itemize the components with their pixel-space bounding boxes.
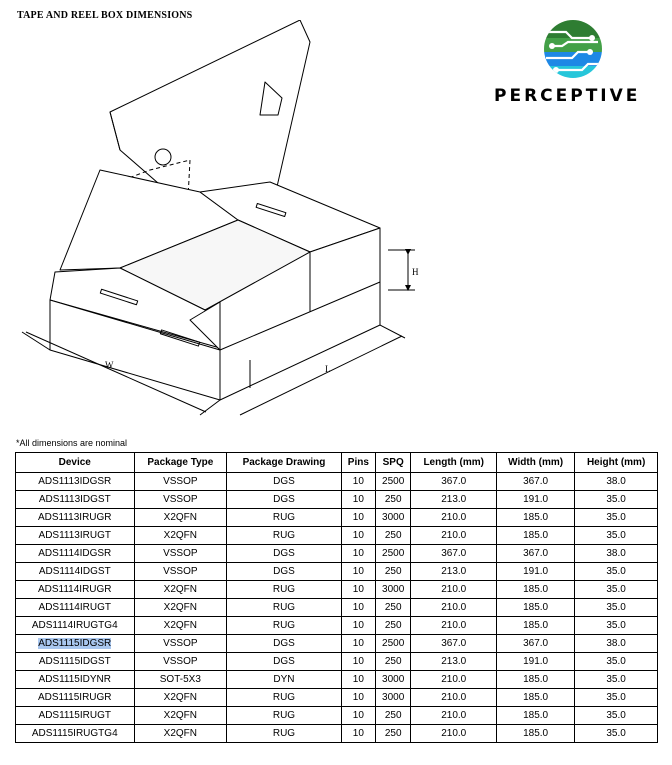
label-w: W <box>105 360 114 370</box>
cell-device: ADS1115IRUGT <box>16 707 135 725</box>
cell-width: 191.0 <box>497 491 575 509</box>
cell-pins: 10 <box>341 653 375 671</box>
cell-package-type: X2QFN <box>134 725 227 743</box>
cell-package-type: VSSOP <box>134 563 227 581</box>
cell-height: 35.0 <box>575 671 658 689</box>
cell-spq: 3000 <box>375 509 411 527</box>
cell-spq: 2500 <box>375 473 411 491</box>
cell-width: 191.0 <box>497 563 575 581</box>
cell-length: 210.0 <box>411 671 497 689</box>
col-height: Height (mm) <box>575 453 658 473</box>
cell-length: 210.0 <box>411 725 497 743</box>
cell-length: 210.0 <box>411 707 497 725</box>
nominal-note: *All dimensions are nominal <box>16 438 128 448</box>
cell-package-type: VSSOP <box>134 473 227 491</box>
cell-height: 35.0 <box>575 527 658 545</box>
cell-width: 367.0 <box>497 473 575 491</box>
cell-spq: 3000 <box>375 689 411 707</box>
cell-width: 185.0 <box>497 707 575 725</box>
col-package-type: Package Type <box>134 453 227 473</box>
cell-package-drawing: RUG <box>227 581 342 599</box>
table-row <box>16 581 658 599</box>
logo-wordmark: PERCEPTIVE <box>494 86 641 106</box>
cell-package-drawing: DYN <box>227 671 342 689</box>
cell-pins: 10 <box>341 617 375 635</box>
dimensions-table <box>15 452 658 743</box>
cell-package-type: X2QFN <box>134 689 227 707</box>
cell-package-type: VSSOP <box>134 491 227 509</box>
box-dimension-drawing <box>10 20 430 425</box>
table-header-row <box>16 453 658 473</box>
cell-package-type: X2QFN <box>134 617 227 635</box>
cell-length: 210.0 <box>411 527 497 545</box>
cell-spq: 250 <box>375 599 411 617</box>
cell-length: 367.0 <box>411 635 497 653</box>
cell-width: 185.0 <box>497 599 575 617</box>
cell-height: 35.0 <box>575 725 658 743</box>
col-package-drawing: Package Drawing <box>227 453 342 473</box>
cell-package-type: X2QFN <box>134 581 227 599</box>
cell-device: ADS1114IRUGR <box>16 581 135 599</box>
cell-pins: 10 <box>341 725 375 743</box>
cell-package-type: SOT-5X3 <box>134 671 227 689</box>
cell-device: ADS1113IDGST <box>16 491 135 509</box>
cell-length: 213.0 <box>411 653 497 671</box>
cell-package-drawing: RUG <box>227 707 342 725</box>
cell-pins: 10 <box>341 563 375 581</box>
table-row <box>16 635 658 653</box>
cell-height: 38.0 <box>575 545 658 563</box>
perceptive-logo <box>490 18 660 113</box>
col-length: Length (mm) <box>411 453 497 473</box>
cell-spq: 2500 <box>375 545 411 563</box>
cell-length: 213.0 <box>411 563 497 581</box>
cell-package-drawing: RUG <box>227 725 342 743</box>
cell-package-type: X2QFN <box>134 707 227 725</box>
cell-pins: 10 <box>341 491 375 509</box>
table-row <box>16 653 658 671</box>
cell-device: ADS1114IDGST <box>16 563 135 581</box>
cell-spq: 250 <box>375 491 411 509</box>
cell-device: ADS1115IRUGR <box>16 689 135 707</box>
cell-package-drawing: RUG <box>227 599 342 617</box>
table-row <box>16 689 658 707</box>
cell-package-drawing: DGS <box>227 491 342 509</box>
cell-device: ADS1114IDGSR <box>16 545 135 563</box>
cell-width: 185.0 <box>497 581 575 599</box>
cell-spq: 250 <box>375 725 411 743</box>
cell-height: 35.0 <box>575 491 658 509</box>
circuit-globe-icon <box>542 18 604 80</box>
cell-height: 35.0 <box>575 689 658 707</box>
cell-package-drawing: DGS <box>227 635 342 653</box>
cell-length: 210.0 <box>411 599 497 617</box>
cell-device: ADS1113IRUGR <box>16 509 135 527</box>
cell-device: ADS1114IRUGT <box>16 599 135 617</box>
cell-length: 213.0 <box>411 491 497 509</box>
highlighted-device: ADS1115IDGSR <box>38 638 112 649</box>
cell-length: 210.0 <box>411 689 497 707</box>
cell-package-type: X2QFN <box>134 527 227 545</box>
cell-width: 191.0 <box>497 653 575 671</box>
table-row <box>16 545 658 563</box>
cell-package-drawing: RUG <box>227 527 342 545</box>
cell-width: 185.0 <box>497 617 575 635</box>
cell-spq: 250 <box>375 653 411 671</box>
cell-package-drawing: RUG <box>227 689 342 707</box>
cell-pins: 10 <box>341 545 375 563</box>
cell-length: 210.0 <box>411 617 497 635</box>
cell-height: 35.0 <box>575 581 658 599</box>
table-row <box>16 527 658 545</box>
cell-package-drawing: RUG <box>227 509 342 527</box>
cell-length: 210.0 <box>411 509 497 527</box>
table-row <box>16 725 658 743</box>
page-title: TAPE AND REEL BOX DIMENSIONS <box>17 10 193 21</box>
table-row <box>16 617 658 635</box>
cell-height: 35.0 <box>575 563 658 581</box>
cell-package-type: VSSOP <box>134 545 227 563</box>
cell-pins: 10 <box>341 671 375 689</box>
cell-device: ADS1115IDYNR <box>16 671 135 689</box>
table-body <box>16 473 658 743</box>
cell-spq: 3000 <box>375 581 411 599</box>
cell-length: 210.0 <box>411 581 497 599</box>
cell-height: 35.0 <box>575 617 658 635</box>
table-row <box>16 671 658 689</box>
cell-package-drawing: DGS <box>227 473 342 491</box>
cell-height: 35.0 <box>575 509 658 527</box>
box-right-face <box>220 282 380 400</box>
cell-package-type: X2QFN <box>134 599 227 617</box>
cell-package-drawing: DGS <box>227 653 342 671</box>
label-l: L <box>325 364 331 374</box>
cell-height: 38.0 <box>575 473 658 491</box>
cell-spq: 250 <box>375 617 411 635</box>
cell-pins: 10 <box>341 707 375 725</box>
cell-pins: 10 <box>341 509 375 527</box>
cell-height: 35.0 <box>575 653 658 671</box>
cell-length: 367.0 <box>411 545 497 563</box>
cell-spq: 250 <box>375 563 411 581</box>
cell-width: 185.0 <box>497 671 575 689</box>
cell-length: 367.0 <box>411 473 497 491</box>
cell-device: ADS1113IDGSR <box>16 473 135 491</box>
cell-device: ADS1113IRUGT <box>16 527 135 545</box>
cell-spq: 250 <box>375 707 411 725</box>
table-row <box>16 563 658 581</box>
cell-device: ADS1115IDGST <box>16 653 135 671</box>
table-row <box>16 707 658 725</box>
table-row <box>16 509 658 527</box>
table-row <box>16 599 658 617</box>
cell-width: 367.0 <box>497 635 575 653</box>
col-pins: Pins <box>341 453 375 473</box>
cell-package-drawing: RUG <box>227 617 342 635</box>
col-spq: SPQ <box>375 453 411 473</box>
cell-height: 35.0 <box>575 707 658 725</box>
cell-package-drawing: DGS <box>227 545 342 563</box>
cell-device: ADS1115IRUGTG4 <box>16 725 135 743</box>
cell-device: ADS1114IRUGTG4 <box>16 617 135 635</box>
cell-spq: 3000 <box>375 671 411 689</box>
cell-width: 367.0 <box>497 545 575 563</box>
col-width: Width (mm) <box>497 453 575 473</box>
cell-pins: 10 <box>341 581 375 599</box>
cell-pins: 10 <box>341 599 375 617</box>
cell-pins: 10 <box>341 689 375 707</box>
cell-package-type: VSSOP <box>134 653 227 671</box>
cell-pins: 10 <box>341 527 375 545</box>
cell-height: 38.0 <box>575 635 658 653</box>
table-row <box>16 473 658 491</box>
col-device: Device <box>16 453 135 473</box>
table-row <box>16 491 658 509</box>
cell-width: 185.0 <box>497 725 575 743</box>
cell-width: 185.0 <box>497 509 575 527</box>
cell-height: 35.0 <box>575 599 658 617</box>
cell-width: 185.0 <box>497 527 575 545</box>
cell-package-drawing: DGS <box>227 563 342 581</box>
label-h: H <box>412 267 419 277</box>
cell-package-type: X2QFN <box>134 509 227 527</box>
cell-spq: 2500 <box>375 635 411 653</box>
cell-spq: 250 <box>375 527 411 545</box>
cell-pins: 10 <box>341 635 375 653</box>
cell-pins: 10 <box>341 473 375 491</box>
cell-device <box>16 635 135 653</box>
cell-width: 185.0 <box>497 689 575 707</box>
cell-package-type: VSSOP <box>134 635 227 653</box>
